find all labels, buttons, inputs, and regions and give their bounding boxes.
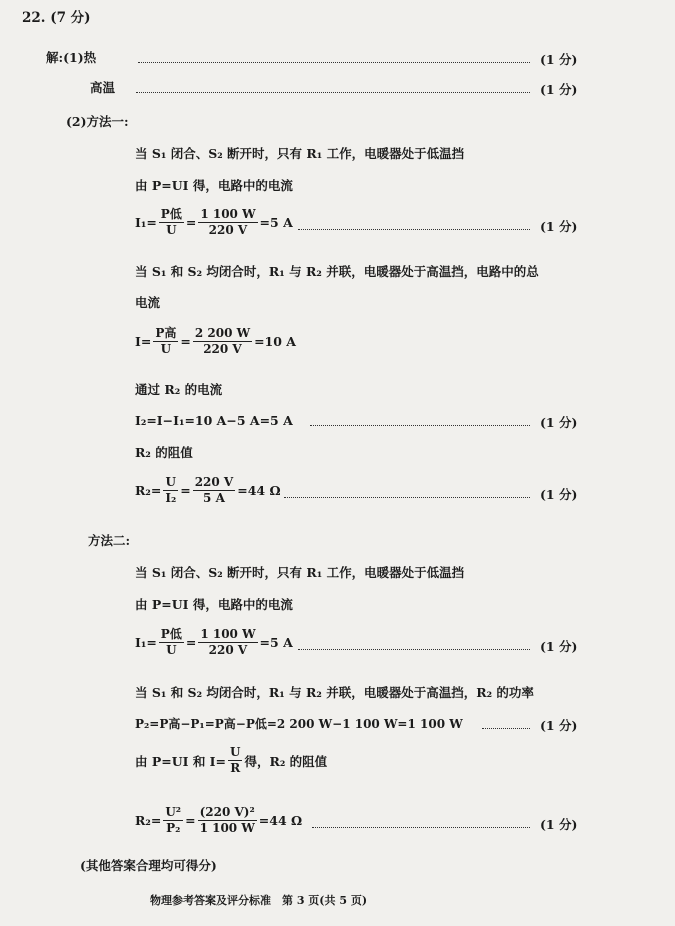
method2-equation-1: I₁= $\frac{\text{P低}}{U}$ = $\frac{1 100 W}{220 V}$ =5 A (135, 627, 293, 657)
leader-dots (298, 229, 530, 230)
part2-index: (2) (66, 114, 87, 129)
fraction: $\frac{U}{R}$ (230, 745, 241, 775)
part1-index: (1) (63, 50, 84, 65)
fraction: $\frac{\text{(220 V)²}}{1 100 W}$ (199, 805, 255, 835)
method2-sentence-4: 由 P=UI 和 I= $\frac{U}{R}$ 得，R₂ 的阻值 (135, 745, 328, 775)
method2-sentence-2: 由 P=UI 得，电路中的电流 (135, 597, 293, 612)
page-footer: 物理参考答案及评分标准 第 3 页(共 5 页) (150, 894, 368, 907)
score-m1-eq1: (1 分) (540, 219, 578, 234)
fraction: $\frac{1 100 W}{220 V}$ (200, 627, 256, 657)
method1-sentence-3b: 电流 (135, 295, 161, 310)
method1-sentence-4: 通过 R₂ 的电流 (135, 382, 223, 397)
fraction: $\frac{1 100 W}{220 V}$ (200, 207, 256, 237)
method2-sentence-1: 当 S₁ 闭合、S₂ 断开时，只有 R₁ 工作，电暖器处于低温挡 (135, 565, 465, 580)
score-m2-eq1: (1 分) (540, 639, 578, 654)
leader-dots (312, 827, 530, 828)
part1-answer-1: 热 (83, 50, 97, 65)
method1-equation-1: I₁= $\frac{\text{P低}}{U}$ = $\frac{1 100 W}{220 V}$ =5 A (135, 207, 293, 237)
method1-equation-3: I₂=I−I₁=10 A−5 A=5 A (135, 413, 293, 428)
fraction: $\frac{2 200 W}{220 V}$ (194, 326, 251, 356)
method2-equation-2: P₂=P高−P₁=P高−P低=2 200 W−1 100 W=1 100 W (135, 717, 463, 731)
score-m1-eq4: (1 分) (540, 487, 578, 502)
question-points: (7 分) (50, 10, 91, 26)
answer-label: 解: (46, 50, 64, 65)
method1-equation-4: R₂= $\frac{U}{\text{I₂}}$ = $\frac{220 V}{5 A}$ =44 Ω (135, 475, 281, 505)
score-m1-eq3: (1 分) (540, 415, 578, 430)
part1-answer-2: 高温 (90, 80, 116, 95)
method2-sentence-3: 当 S₁ 和 S₂ 均闭合时，R₁ 与 R₂ 并联，电暖器处于高温挡，R₂ 的功率 (135, 685, 534, 700)
leader-dots (136, 92, 530, 93)
score-part1-2: (1 分) (540, 82, 578, 97)
method1-equation-2: I= $\frac{\text{P高}}{U}$ = $\frac{2 200 W}{220 V}$ =10 A (135, 326, 296, 356)
question-header (22, 10, 91, 26)
leader-dots (310, 425, 530, 426)
method1-sentence-5: R₂ 的阻值 (135, 445, 193, 460)
score-m2-eq2: (1 分) (540, 718, 578, 733)
fraction: $\frac{U}{\text{I₂}}$ (165, 475, 177, 505)
method1-title: 方法一: (86, 114, 129, 129)
leader-dots (138, 62, 530, 63)
leader-dots (482, 728, 530, 729)
answer-part1-line1 (46, 50, 96, 66)
leader-dots (298, 649, 530, 650)
part2-method1-title (66, 114, 129, 130)
scoring-note: (其他答案合理均可得分) (80, 858, 217, 873)
leader-dots (284, 497, 530, 498)
method1-sentence-3: 当 S₁ 和 S₂ 均闭合时，R₁ 与 R₂ 并联，电暖器处于高温挡，电路中的总 (135, 264, 539, 279)
fraction: $\frac{\text{P低}}{U}$ (160, 627, 182, 657)
fraction: $\frac{\text{U²}}{\text{P₂}}$ (165, 805, 182, 835)
eq-lhs: I₁= (135, 215, 157, 230)
method1-sentence-2: 由 P=UI 得，电路中的电流 (135, 178, 293, 193)
question-number: 22. (22, 10, 46, 26)
score-part1-1: (1 分) (540, 52, 578, 67)
method2-equation-3: R₂= $\frac{\text{U²}}{\text{P₂}}$ = $\frac{\text{(220 V)²}}{1 100 W}$ =44 Ω (135, 805, 303, 835)
method2-title: 方法二: (88, 533, 131, 548)
method1-sentence-1: 当 S₁ 闭合、S₂ 断开时，只有 R₁ 工作，电暖器处于低温挡 (135, 146, 465, 161)
fraction: $\frac{\text{P低}}{U}$ (160, 207, 182, 237)
score-m2-eq3: (1 分) (540, 817, 578, 832)
fraction: $\frac{\text{P高}}{U}$ (155, 326, 177, 356)
fraction: $\frac{220 V}{5 A}$ (194, 475, 234, 505)
